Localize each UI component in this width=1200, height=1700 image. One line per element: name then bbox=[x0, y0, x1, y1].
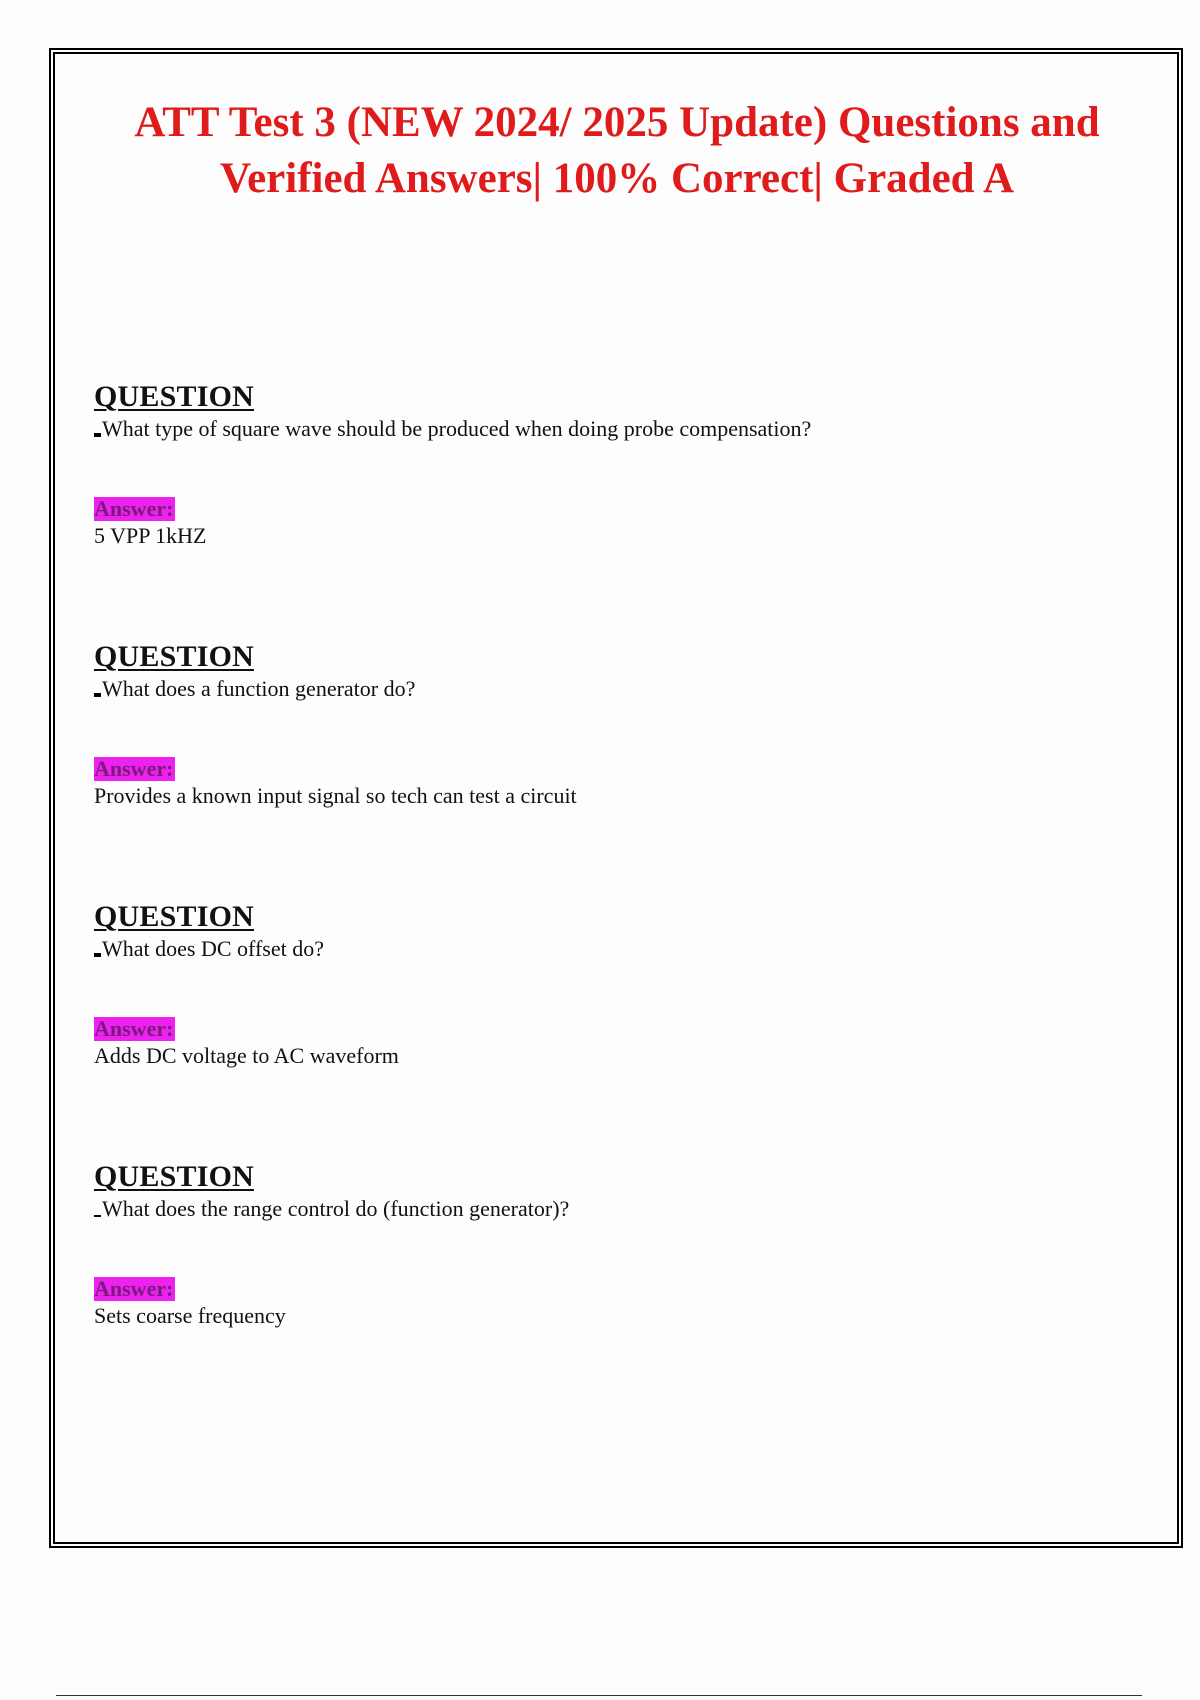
answer-text: Sets coarse frequency bbox=[94, 1303, 286, 1328]
question-text-content: What type of square wave should be produced when doing probe compensation? bbox=[102, 416, 812, 441]
question-heading: QUESTION bbox=[94, 900, 254, 933]
question-text bbox=[94, 1196, 994, 1222]
question-heading: QUESTION bbox=[94, 640, 254, 673]
answer-text: Adds DC voltage to AC waveform bbox=[94, 1043, 399, 1068]
answer-label: Answer: bbox=[94, 1016, 174, 1041]
qa-item bbox=[94, 900, 994, 1069]
question-heading: QUESTION bbox=[94, 380, 254, 413]
answer-label: Answer: bbox=[94, 756, 174, 781]
bullet-marker bbox=[94, 1215, 101, 1217]
question-text-content: What does DC offset do? bbox=[102, 936, 324, 961]
bullet-marker bbox=[94, 953, 101, 957]
question-text bbox=[94, 936, 994, 962]
bullet-marker bbox=[94, 693, 101, 697]
answer-label: Answer: bbox=[94, 1276, 174, 1301]
qa-item bbox=[94, 380, 994, 549]
question-text-content: What does the range control do (function generator)? bbox=[102, 1196, 570, 1221]
answer-text: Provides a known input signal so tech can test a circuit bbox=[94, 783, 577, 808]
qa-item bbox=[94, 640, 994, 809]
answer-text: 5 VPP 1kHZ bbox=[94, 523, 207, 548]
question-text bbox=[94, 676, 994, 702]
footer-divider bbox=[56, 1695, 1142, 1696]
question-text bbox=[94, 416, 994, 442]
question-heading: QUESTION bbox=[94, 1160, 254, 1193]
question-text-content: What does a function generator do? bbox=[102, 676, 416, 701]
qa-item bbox=[94, 1160, 994, 1329]
bullet-marker bbox=[94, 433, 101, 437]
answer-label: Answer: bbox=[94, 496, 174, 521]
document-title: ATT Test 3 (NEW 2024/ 2025 Update) Questions and Verified Answers| 100% Correct| Graded A bbox=[134, 99, 1100, 202]
